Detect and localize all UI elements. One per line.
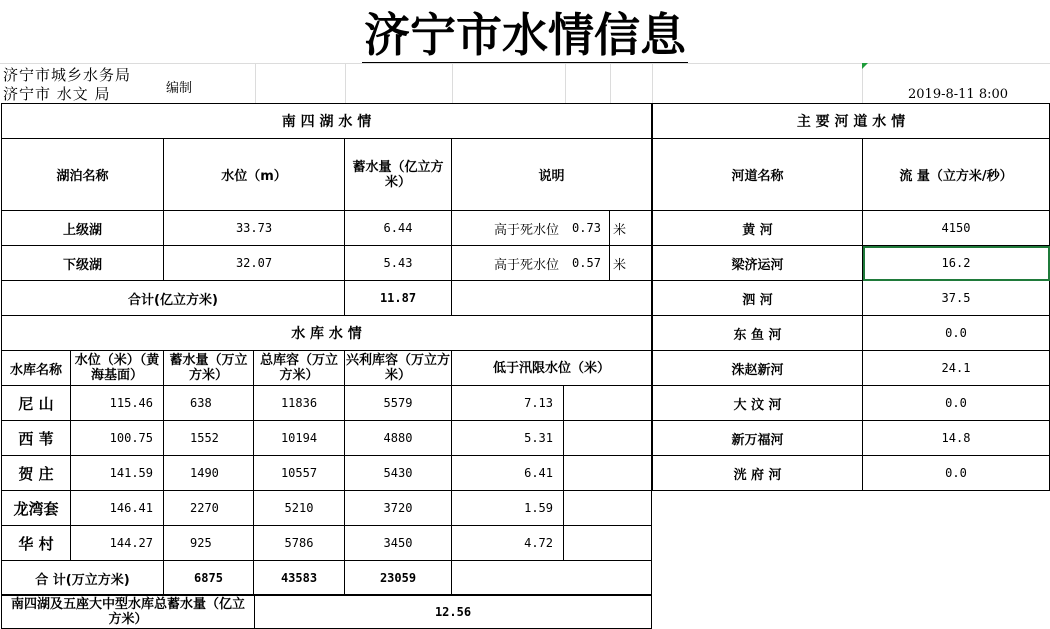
empty-cell <box>564 456 652 491</box>
empty-cell <box>452 281 652 316</box>
river-table <box>652 103 1050 491</box>
reservoir-useful: 3720 <box>345 491 452 526</box>
reservoir-useful: 4880 <box>345 421 452 456</box>
reservoir-storage: 1490 <box>164 456 254 491</box>
river-flow: 24.1 <box>863 351 1050 386</box>
river-flow: 0.0 <box>863 316 1050 351</box>
res-header-useful: 兴利库容（万立方米） <box>345 351 452 386</box>
reservoir-storage: 638 <box>164 386 254 421</box>
table-row <box>653 421 1050 456</box>
lake-total-label: 合计(亿立方米) <box>2 281 345 316</box>
lake-storage: 6.44 <box>345 211 452 246</box>
grid-line <box>255 63 256 103</box>
reservoir-capacity: 11836 <box>254 386 345 421</box>
river-flow: 0.0 <box>863 386 1050 421</box>
empty-cell <box>564 526 652 561</box>
res-header-level: 水位（米）（黄海基面） <box>71 351 164 386</box>
river-name: 梁济运河 <box>653 246 863 281</box>
reservoir-name: 西 苇 <box>2 421 71 456</box>
report-date: 2019-8-11 8:00 <box>908 87 1009 102</box>
grid-line <box>565 63 566 103</box>
reservoir-capacity: 5786 <box>254 526 345 561</box>
reservoir-level: 146.41 <box>71 491 164 526</box>
reservoir-storage: 925 <box>164 526 254 561</box>
reservoir-name: 尼 山 <box>2 386 71 421</box>
lake-name: 下级湖 <box>2 246 164 281</box>
grid-line <box>610 63 611 103</box>
reservoir-level: 141.59 <box>71 456 164 491</box>
lake-header-note: 说明 <box>452 139 652 211</box>
river-name: 新万福河 <box>653 421 863 456</box>
reservoir-below: 5.31 <box>452 421 564 456</box>
reservoir-below: 6.41 <box>452 456 564 491</box>
reservoir-name: 贺 庄 <box>2 456 71 491</box>
grid-line <box>452 63 453 103</box>
river-name: 洙赵新河 <box>653 351 863 386</box>
reservoir-useful: 5430 <box>345 456 452 491</box>
grid-line <box>652 63 653 103</box>
reservoir-level: 115.46 <box>71 386 164 421</box>
reservoir-level: 100.75 <box>71 421 164 456</box>
grid-line <box>0 63 1050 64</box>
lake-note-label: 高于死水位 <box>452 211 564 246</box>
reservoir-section-title: 水 库 水 情 <box>2 316 652 351</box>
river-name: 泗 河 <box>653 281 863 316</box>
table-row <box>653 281 1050 316</box>
reservoir-total-label: 合 计(万立方米) <box>2 561 164 596</box>
page-title: 济宁市水情信息 <box>364 8 686 62</box>
river-flow: 14.8 <box>863 421 1050 456</box>
river-name: 东 鱼 河 <box>653 316 863 351</box>
river-header-name: 河道名称 <box>653 139 863 211</box>
org-line-2: 济宁市 水文 局 <box>3 85 111 103</box>
lake-section-title: 南 四 湖 水 情 <box>2 104 652 139</box>
res-header-below: 低于汛限水位（米） <box>452 351 652 386</box>
lake-note-label: 高于死水位 <box>452 246 564 281</box>
res-header-storage: 蓄水量（万立方米） <box>164 351 254 386</box>
river-header-flow: 流 量（立方米/秒） <box>863 139 1050 211</box>
lake-storage: 5.43 <box>345 246 452 281</box>
reservoir-storage: 1552 <box>164 421 254 456</box>
grand-total-label: 南四湖及五座大中型水库总蓄水量（亿立方米） <box>2 595 255 629</box>
lake-header-level: 水位（m） <box>164 139 345 211</box>
reservoir-capacity: 10557 <box>254 456 345 491</box>
reservoir-total-storage: 6875 <box>164 561 254 596</box>
lake-note-value: 0.73 <box>564 211 610 246</box>
table-row <box>653 316 1050 351</box>
reservoir-capacity: 5210 <box>254 491 345 526</box>
grid-line <box>345 63 346 103</box>
reservoir-capacity: 10194 <box>254 421 345 456</box>
res-header-name: 水库名称 <box>2 351 71 386</box>
reservoir-storage: 2270 <box>164 491 254 526</box>
left-table <box>1 103 652 596</box>
reservoir-below: 4.72 <box>452 526 564 561</box>
river-flow: 37.5 <box>863 281 1050 316</box>
lake-level: 33.73 <box>164 211 345 246</box>
reservoir-name: 龙湾套 <box>2 491 71 526</box>
lake-note-unit: 米 <box>610 246 652 281</box>
lake-note-value: 0.57 <box>564 246 610 281</box>
reservoir-below: 1.59 <box>452 491 564 526</box>
lake-note-unit: 米 <box>610 211 652 246</box>
lake-name: 上级湖 <box>2 211 164 246</box>
river-name: 大 汶 河 <box>653 386 863 421</box>
reservoir-total-capacity: 43583 <box>254 561 345 596</box>
table-row <box>653 211 1050 246</box>
lake-total-value: 11.87 <box>345 281 452 316</box>
table-row <box>2 456 652 491</box>
grand-total-value: 12.56 <box>255 595 652 629</box>
reservoir-below: 7.13 <box>452 386 564 421</box>
river-name: 洸 府 河 <box>653 456 863 491</box>
org-line-1: 济宁市城乡水务局 <box>3 66 132 84</box>
river-section-title: 主 要 河 道 水 情 <box>653 104 1050 139</box>
lake-header-storage: 蓄水量（亿立方米） <box>345 139 452 211</box>
table-row <box>653 351 1050 386</box>
reservoir-level: 144.27 <box>71 526 164 561</box>
cell-comment-marker <box>862 63 868 69</box>
table-row <box>2 491 652 526</box>
table-row <box>2 421 652 456</box>
table-row <box>2 386 652 421</box>
reservoir-useful: 3450 <box>345 526 452 561</box>
reservoir-useful: 5579 <box>345 386 452 421</box>
table-row <box>653 246 1050 281</box>
table-row <box>2 246 652 281</box>
org-suffix: 编制 <box>166 81 193 96</box>
table-row <box>2 211 652 246</box>
table-row <box>2 526 652 561</box>
empty-cell <box>452 561 652 596</box>
table-row <box>653 456 1050 491</box>
river-flow: 4150 <box>863 211 1050 246</box>
empty-cell <box>564 386 652 421</box>
reservoir-total-useful: 23059 <box>345 561 452 596</box>
res-header-capacity: 总库容（万立方米） <box>254 351 345 386</box>
table-row <box>653 386 1050 421</box>
lake-header-name: 湖泊名称 <box>2 139 164 211</box>
lake-level: 32.07 <box>164 246 345 281</box>
grand-total-table <box>1 594 652 629</box>
river-name: 黄 河 <box>653 211 863 246</box>
grid-line <box>862 63 863 103</box>
empty-cell <box>564 491 652 526</box>
reservoir-name: 华 村 <box>2 526 71 561</box>
river-flow: 0.0 <box>863 456 1050 491</box>
selected-cell[interactable]: 16.2 <box>863 246 1050 281</box>
empty-cell <box>564 421 652 456</box>
